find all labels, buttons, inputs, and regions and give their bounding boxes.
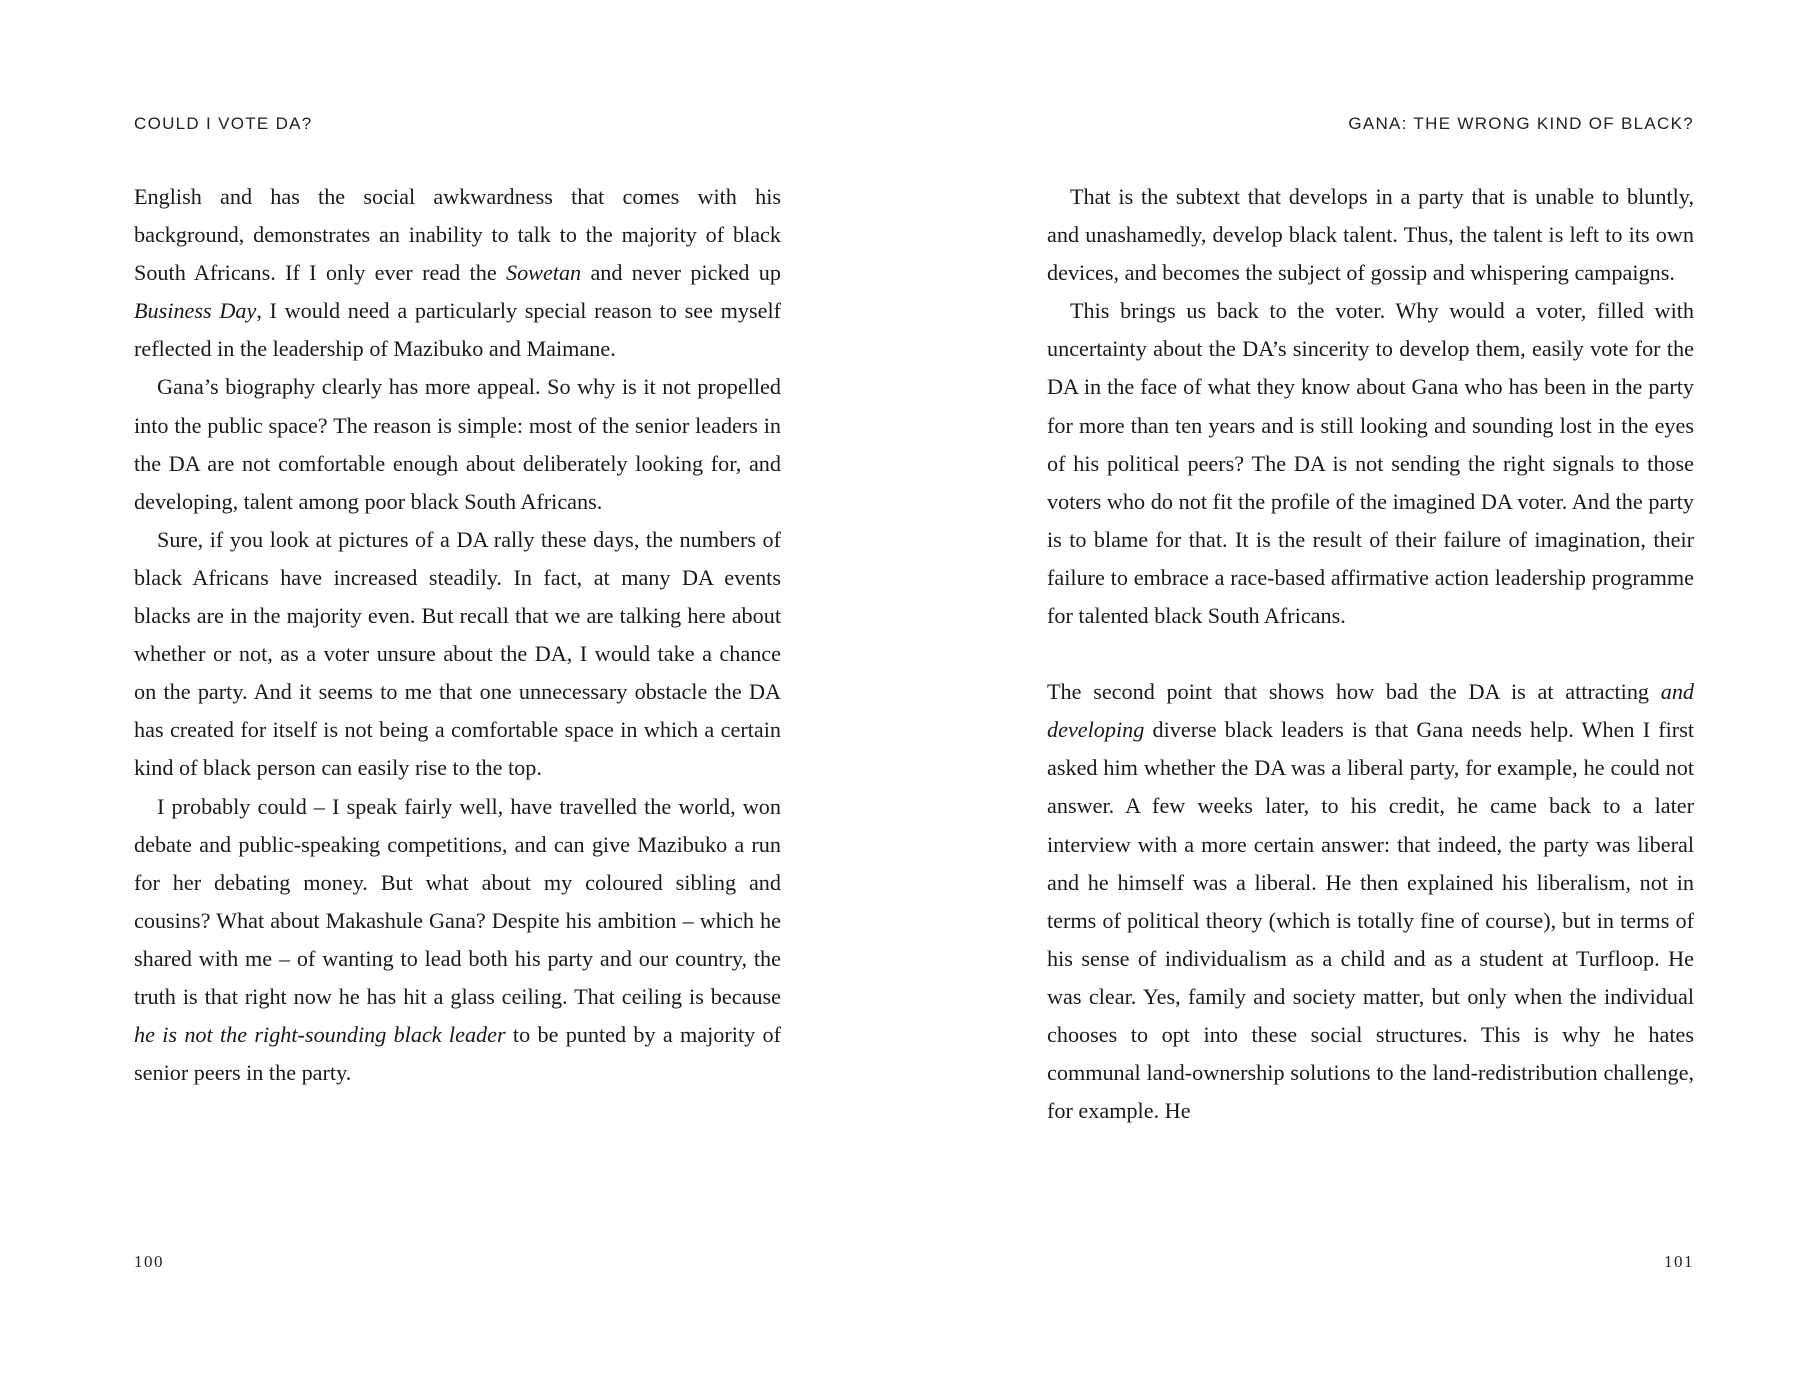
paragraph (1047, 673, 1694, 1130)
text-span: , I would need a particularly special reason to see myself reflected in the leadership of Mazibuko and Maimane. (134, 298, 781, 362)
paragraph: This brings us back to the voter. Why would a voter, filled with uncertainty about the DA’s sincerity to develop them, easily vote for the DA in the face of what they know about Gana who has been in the party for more than ten years and is still looking and sounding lost in the eyes of his political peers? The DA is not sending the right signals to those voters who do not fit the profile of the imagined DA voter. And the party is to blame for that. It is the result of their failure of imagination, their failure to embrace a race-based affirmative action leadership programme for talented black South Africans. (1047, 298, 1694, 629)
body-text-left (134, 178, 781, 1092)
paragraph (134, 178, 781, 368)
page-number-left: 100 (134, 1252, 164, 1271)
italic-text: Sowetan (505, 260, 582, 286)
text-span: I probably could – I speak fairly well, have travelled the world, won debate and public-speaking competitions, and can give Mazibuko a run for her debating money. But what about my coloured sibling and cousins? What about Makashule Gana? Despite his ambition – which he shared with me – of wanting to lead both his party and our country, the truth is that right now he has hit a glass ceiling. That ceiling is because (134, 793, 781, 1009)
running-head-left: COULD I VOTE DA? (134, 114, 313, 133)
text-span: to be punted by a majority of senior peers in the party. (134, 1022, 781, 1086)
right-page (1047, 0, 1694, 1382)
italic-text: Business Day (134, 298, 257, 324)
paragraph (134, 788, 781, 1093)
text-span: and never picked up (581, 260, 781, 286)
text-span: diverse black leaders is that Gana needs help. When I first asked him whether the DA was a liberal party, for example, he could not answer. A few weeks later, to his credit, he came back to a later interview with a more certain answer: that indeed, the party was liberal and he himself was a liberal. He then explained his liberalism, not in terms of political theory (which is totally fine of course), but in terms of his sense of individualism as a child and as a student at Turfloop. He was clear. Yes, family and society matter, but only when the individual chooses to opt into these social structures. This is why he hates communal land-ownership solutions to the land-redistribution challenge, for example. He (1047, 717, 1694, 1124)
paragraph: Sure, if you look at pictures of a DA rally these days, the numbers of black Africans have increased steadily. In fact, at many DA events blacks are in the majority even. But recall that we are talking here about whether or not, as a voter unsure about the DA, I would take a chance on the party. And it seems to me that one unnecessary obstacle the DA has created for itself is not being a comfortable space in which a certain kind of black person can easily rise to the top. (134, 526, 781, 781)
italic-text: he is not the right-sounding black leader (134, 1022, 506, 1048)
text-span: The second point that shows how bad the DA is at attracting (1047, 679, 1661, 705)
paragraph: That is the subtext that develops in a party that is unable to bluntly, and unashamedly, develop black talent. Thus, the talent is left to its own devices, and becomes the subject of gossip and whispering campaigns. (1047, 184, 1694, 286)
italic-text: and developing (1047, 679, 1694, 743)
page-number-right: 101 (1664, 1252, 1694, 1271)
running-head-right: GANA: THE WRONG KIND OF BLACK? (1348, 114, 1694, 133)
text-span: English and has the social awkwardness that comes with his background, demonstrates an inability to talk to the majority of black South Africans. If I only ever read the (134, 184, 781, 286)
left-page (134, 0, 781, 1382)
paragraph: Gana’s biography clearly has more appeal. So why is it not propelled into the public space? The reason is simple: most of the senior leaders in the DA are not comfortable enough about deliberately looking for, and developing, talent among poor black South Africans. (134, 374, 781, 514)
body-text-right (1047, 178, 1694, 1130)
